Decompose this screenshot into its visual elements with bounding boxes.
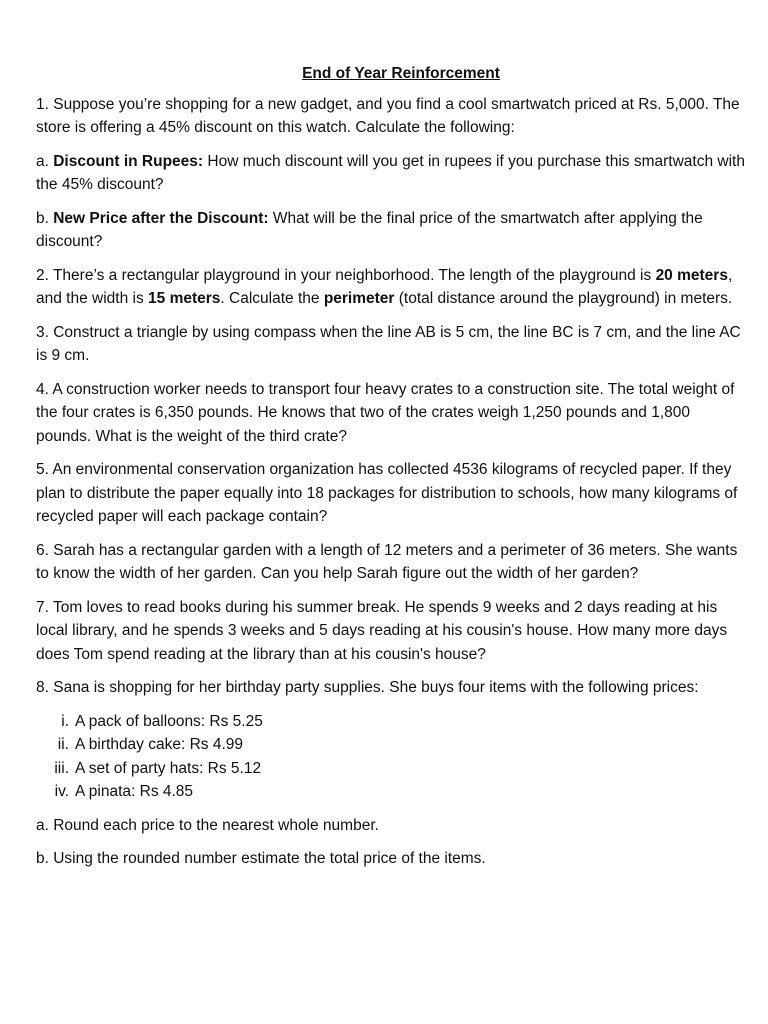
list-text: A set of party hats: Rs 5.12	[75, 759, 262, 777]
question-8: 8. Sana is shopping for her birthday party supplies. She buys four items with the following prices:	[36, 679, 699, 696]
question-8-part-b: b. Using the rounded number estimate the total price of the items.	[36, 850, 486, 867]
question-7: 7. Tom loves to read books during his summer break. He spends 9 weeks and 2 days reading at his local library, and he spends 3 weeks and 5 days reading at his cousin's house. How many more days does Tom spend reading at the library than at his cousin's house?	[36, 598, 728, 663]
question-8-part-a: a. Round each price to the nearest whole number.	[36, 816, 379, 834]
question-text: (total distance around the playground) in meters.	[394, 290, 733, 307]
list-number: iv.	[54, 783, 69, 800]
list-item	[36, 780, 746, 804]
question-4: 4. A construction worker needs to transport four heavy crates to a construction site. The total weight of the four crates is 6,350 pounds. He knows that two of the crates weigh 1,250 pounds and 1,800 pounds. What is the weight of the third crate?	[36, 380, 735, 445]
list-text: A pinata: Rs 4.85	[75, 783, 194, 800]
list-text: A pack of balloons: Rs 5.25	[75, 712, 263, 730]
price-list	[36, 710, 746, 804]
emphasis-perimeter: perimeter	[323, 290, 395, 307]
question-3: 3. Construct a triangle by using compass when the line AB is 5 cm, the line BC is 7 cm, and the line AC is 9 cm.	[36, 323, 741, 364]
question-text: , and the width is	[36, 266, 733, 307]
part-heading: Discount in Rupees:	[53, 152, 204, 170]
question-5: 5. An environmental conservation organization has collected 4536 kilograms of recycled paper. If they plan to distribute the paper equally into 18 packages for distribution to schools, how many kilograms of recycled paper will each package contain?	[36, 461, 738, 525]
question-1-part-a	[36, 150, 746, 197]
part-label: b.	[36, 209, 54, 227]
part-label: a.	[36, 152, 54, 170]
emphasis-length: 20 meters	[655, 266, 728, 284]
question-1-part-b	[36, 207, 746, 254]
part-text: How much discount will you get in rupees if you purchase this smartwatch with the 45% discount?	[36, 152, 745, 193]
page-title: End of Year Reinforcement	[302, 65, 500, 82]
list-text: A birthday cake: Rs 4.99	[75, 736, 244, 753]
list-item	[36, 757, 746, 781]
list-item	[36, 733, 746, 757]
part-text: What will be the final price of the smartwatch after applying the discount?	[36, 209, 703, 250]
question-2	[36, 264, 746, 311]
emphasis-width: 15 meters	[148, 290, 221, 307]
question-1: 1. Suppose you’re shopping for a new gadget, and you find a cool smartwatch priced at Rs. 5,000. The store is offering a 45% discount on this watch. Calculate the following:	[36, 95, 740, 136]
question-text: . Calculate the	[220, 290, 324, 307]
list-item	[36, 710, 746, 734]
part-heading: New Price after the Discount:	[53, 209, 269, 227]
list-number: iii.	[54, 759, 69, 777]
question-6: 6. Sarah has a rectangular garden with a length of 12 meters and a perimeter of 36 meters. She wants to know the width of her garden. Can you help Sarah figure out the width of her garden?	[36, 541, 738, 582]
list-number: i.	[61, 712, 69, 730]
question-text: 2. There’s a rectangular playground in your neighborhood. The length of the playground is	[36, 266, 656, 284]
list-number: ii.	[57, 736, 69, 753]
